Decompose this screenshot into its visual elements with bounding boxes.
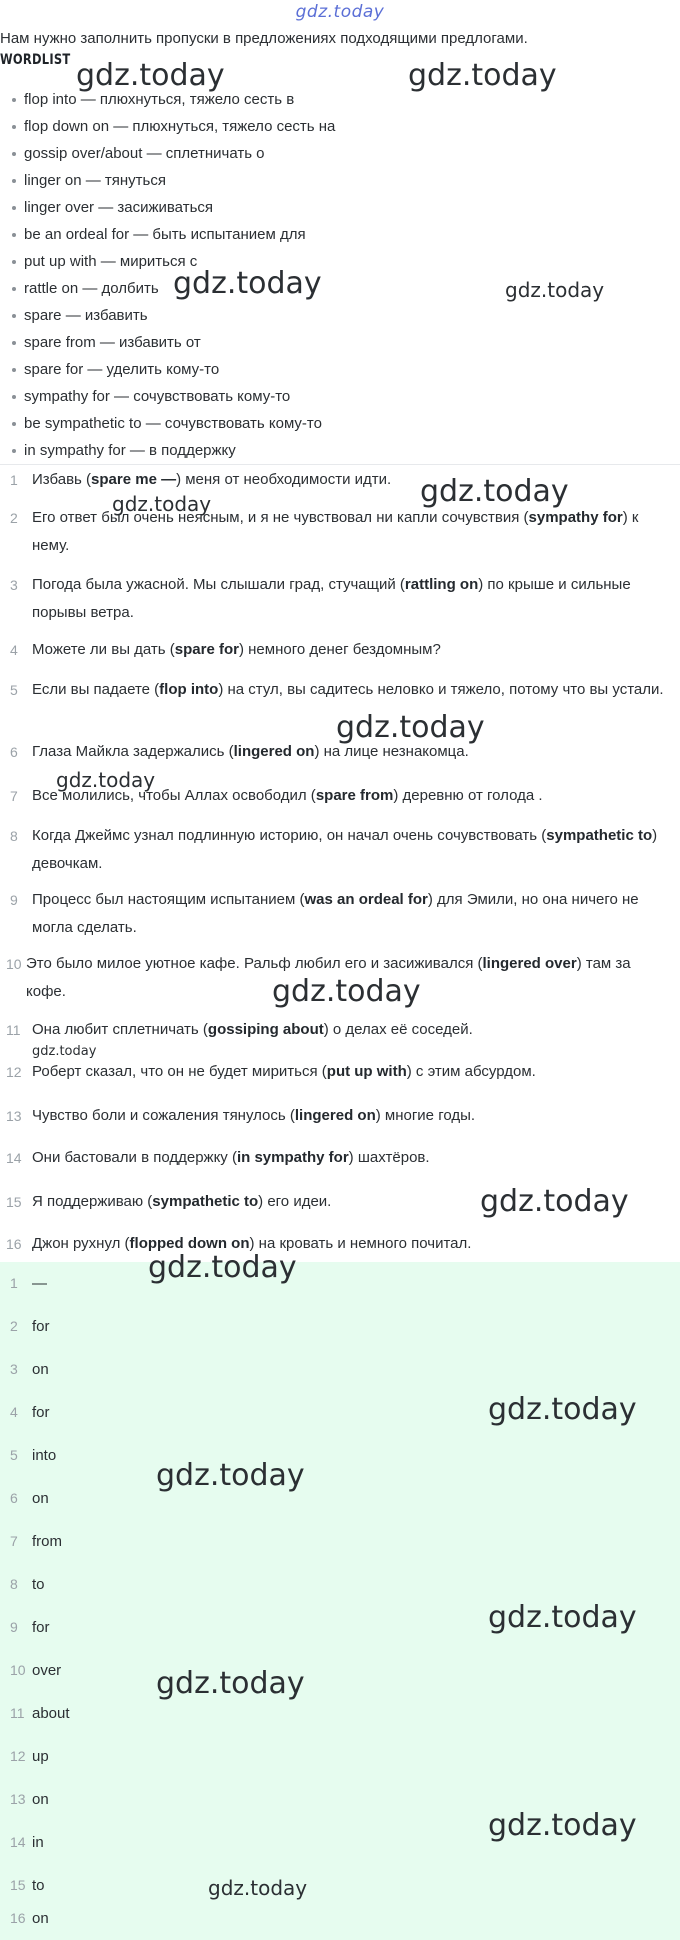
wordlist-item: spare from — избавить от — [10, 329, 335, 356]
wordlist-title: WORDLIST — [0, 52, 71, 68]
watermark: gdz.today — [336, 710, 485, 745]
wordlist-item: put up with — мириться с — [10, 248, 335, 275]
watermark: gdz.today — [56, 768, 156, 792]
answer-item: 8 to — [10, 1576, 45, 1593]
wordlist-item: gossip over/about — сплетничать о — [10, 140, 335, 167]
bullet-icon — [12, 449, 16, 453]
answer-item: 7 from — [10, 1533, 62, 1550]
sentence-item: 15 Я поддерживаю (sympathetic to) его идеи. — [6, 1193, 332, 1210]
answer-item: 10 over — [10, 1662, 62, 1679]
bullet-icon — [12, 125, 16, 129]
wordlist-item: be sympathetic to — сочувствовать кому-то — [10, 410, 335, 437]
answer-list — [0, 1262, 680, 1940]
sentence-item: 4 Можете ли вы дать (spare for) немного денег бездомным? — [10, 641, 441, 658]
sentence-item: 16 Джон рухнул (flopped down on) на кровать и немного почитал. — [6, 1235, 472, 1252]
watermark: gdz.today — [488, 1808, 637, 1843]
answer-item: 2 for — [10, 1318, 50, 1335]
sentence-item: 11 Она любит сплетничать (gossiping about) о делах её соседей. — [6, 1021, 473, 1038]
watermark: gdz.today — [408, 58, 557, 93]
watermark: gdz.today — [480, 1184, 629, 1219]
wordlist-item: spare — избавить — [10, 302, 335, 329]
wordlist-item: linger over — засиживаться — [10, 194, 335, 221]
sentence-item: 1 Избавь (spare me —) меня от необходимости идти. — [10, 471, 392, 488]
sentence-item: 13 Чувство боли и сожаления тянулось (lingered on) многие годы. — [6, 1107, 476, 1124]
answer-item: 12 up — [10, 1748, 49, 1765]
bullet-icon — [12, 422, 16, 426]
watermark: gdz.today — [173, 266, 322, 301]
bullet-icon — [12, 395, 16, 399]
bullet-icon — [12, 368, 16, 372]
watermark: gdz.today — [272, 974, 421, 1009]
wordlist-item: be an ordeal for — быть испытанием для — [10, 221, 335, 248]
watermark: gdz.today — [208, 1876, 308, 1900]
answer-item: 4 for — [10, 1404, 50, 1421]
bullet-icon — [12, 152, 16, 156]
divider — [0, 464, 680, 465]
answer-item: 11 about — [10, 1705, 70, 1722]
answer-item: 6 on — [10, 1490, 49, 1507]
bullet-icon — [12, 287, 16, 291]
watermark: gdz.today — [488, 1600, 637, 1635]
answer-item: 15 to — [10, 1877, 45, 1894]
wordlist-item: in sympathy for — в поддержку — [10, 437, 335, 464]
bullet-icon — [12, 179, 16, 183]
wordlist-item: linger on — тянуться — [10, 167, 335, 194]
bullet-icon — [12, 98, 16, 102]
sentence-item: 8 Когда Джеймс узнал подлинную историю, он начал очень сочувствовать (sympathetic to) девочкам. — [10, 827, 658, 872]
bullet-icon — [12, 341, 16, 345]
answer-item: 14 in — [10, 1834, 44, 1851]
watermark: gdz.today — [76, 58, 225, 93]
wordlist — [10, 86, 335, 464]
answer-item: 9 for — [10, 1619, 50, 1636]
sentence-item: 3 Погода была ужасной. Мы слышали град, стучащий (rattling on) по крыше и сильные порывы ветра. — [10, 576, 631, 621]
sentence-item: 12 Роберт сказал, что он не будет мириться (put up with) с этим абсурдом. — [6, 1063, 536, 1080]
answer-item: 5 into — [10, 1447, 57, 1464]
bullet-icon — [12, 260, 16, 264]
wordlist-item: spare for — уделить кому-то — [10, 356, 335, 383]
watermark: gdz.today — [156, 1666, 305, 1701]
sentence-item: 5 Если вы падаете (flop into) на стул, вы садитесь неловко и тяжело, потому что вы устали. — [10, 681, 664, 698]
watermark: gdz.today — [505, 278, 605, 302]
sentence-item: 14 Они бастовали в поддержку (in sympathy for) шахтёров. — [6, 1149, 430, 1166]
bullet-icon — [12, 206, 16, 210]
sentence-item: 10 Это было милое уютное кафе. Ральф любил его и засиживался (lingered over) там за кофе. — [6, 955, 631, 1000]
bullet-icon — [12, 233, 16, 237]
site-logo[interactable]: gdz.today — [295, 2, 385, 22]
sentence-item: 6 Глаза Майкла задержались (lingered on) на лице незнакомца. — [10, 743, 469, 760]
wordlist-item: sympathy for — сочувствовать кому-то — [10, 383, 335, 410]
answer-item: 13 on — [10, 1791, 49, 1808]
wordlist-item: rattle on — долбить — [10, 275, 335, 302]
watermark: gdz.today — [32, 1044, 97, 1059]
watermark: gdz.today — [148, 1250, 297, 1285]
task-instruction: Нам нужно заполнить пропуски в предложениях подходящими предлогами. — [0, 30, 528, 47]
watermark: gdz.today — [112, 492, 212, 516]
sentence-item: 9 Процесс был настоящим испытанием (was an ordeal for) для Эмили, но она ничего не могла сделать. — [10, 891, 639, 936]
answer-item: 16 on — [10, 1910, 49, 1927]
bullet-icon — [12, 314, 16, 318]
answer-item: 3 on — [10, 1361, 49, 1378]
wordlist-item: flop into — плюхнуться, тяжело сесть в — [10, 86, 335, 113]
watermark: gdz.today — [156, 1458, 305, 1493]
answer-item: 1 — — [10, 1275, 47, 1292]
watermark: gdz.today — [420, 474, 569, 509]
sentence-item: 2 Его ответ был очень неясным, и я не чувствовал ни капли сочувствия (sympathy for) к нему. — [10, 509, 639, 554]
wordlist-item: flop down on — плюхнуться, тяжело сесть на — [10, 113, 335, 140]
sentence-item: 7 Все молились, чтобы Аллах освободил (spare from) деревню от голода . — [10, 787, 543, 804]
watermark: gdz.today — [488, 1392, 637, 1427]
